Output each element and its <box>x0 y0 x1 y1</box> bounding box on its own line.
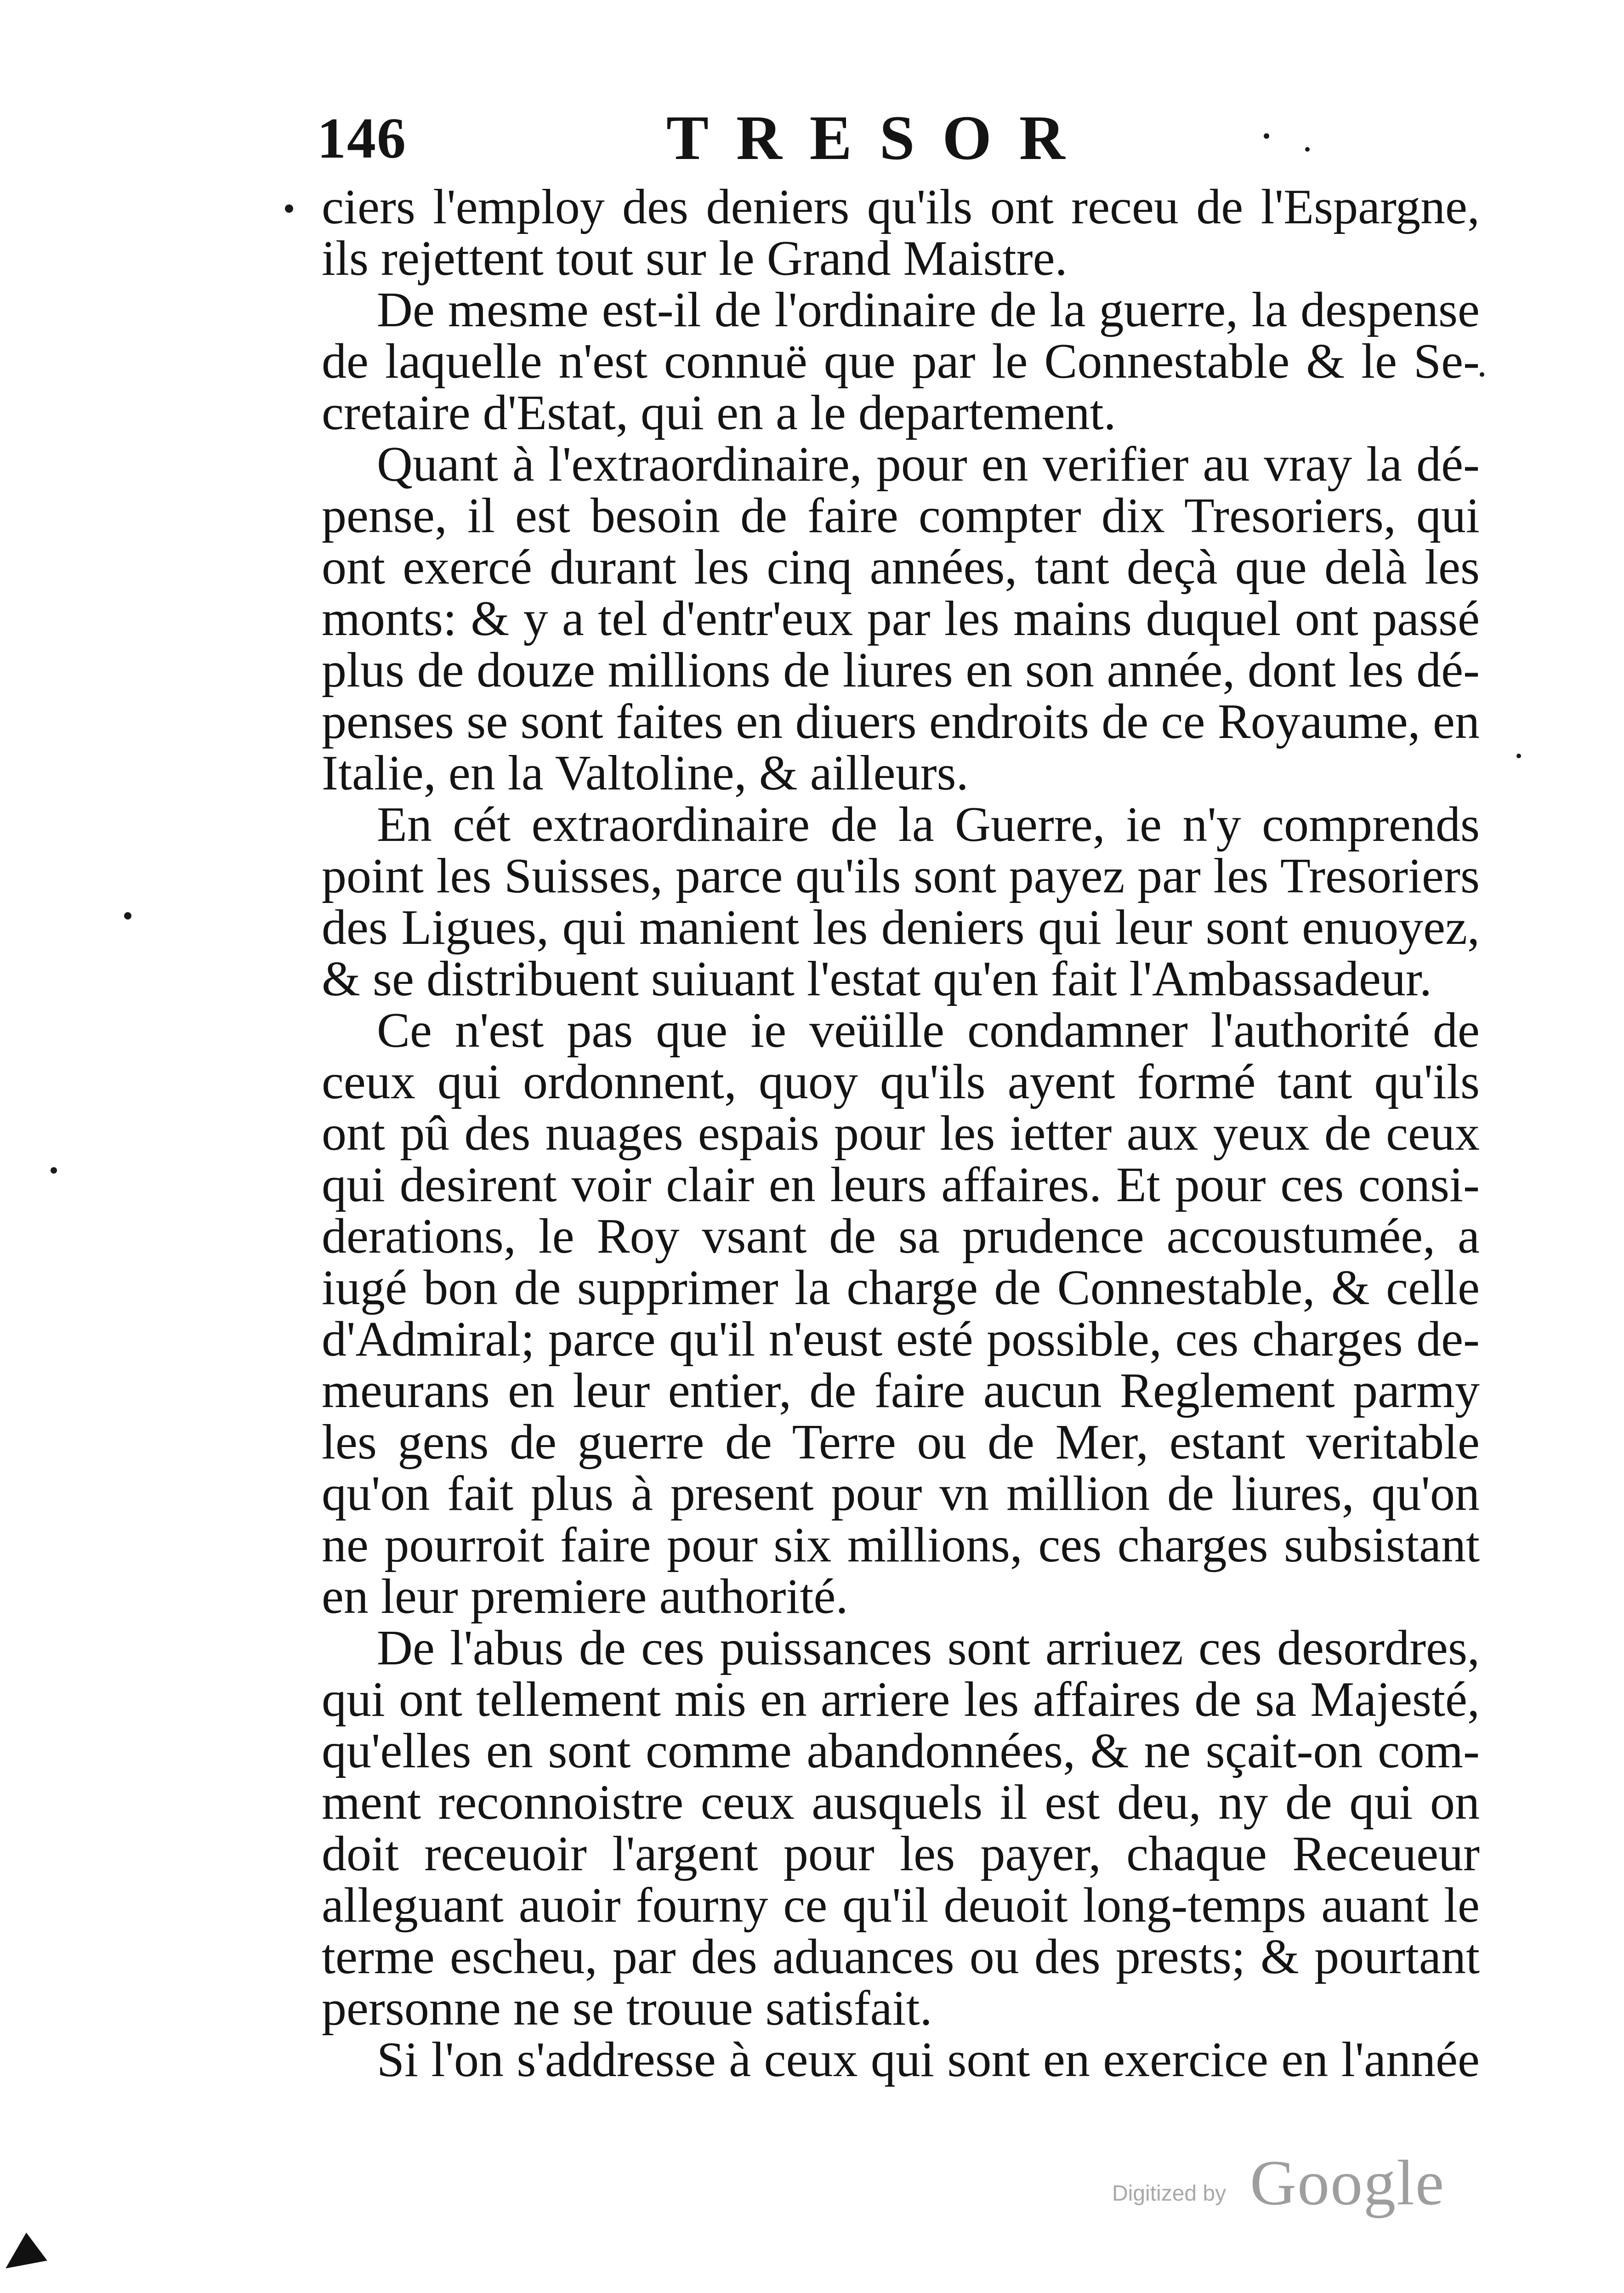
text-line: monts: & y a tel d'entr'eux par les mains duquel ont passé <box>322 591 1480 646</box>
body-text <box>322 182 1480 2086</box>
text-line: cretaire d'Estat, qui en a le departement. <box>322 386 1116 440</box>
text-line: qui ont tellement mis en arriere les affaires de sa Majesté, <box>322 1672 1480 1727</box>
text-line: ne pourroit faire pour six millions, ces charges subsistant <box>322 1518 1480 1572</box>
text-line: & se distribuent suiuant l'estat qu'en fait l'Ambassadeur. <box>322 952 1432 1006</box>
text-line: ceux qui ordonnent, quoy qu'ils ayent formé tant qu'ils <box>322 1055 1480 1109</box>
text-line: en leur premiere authorité. <box>322 1569 848 1624</box>
text-line: point les Suisses, parce qu'ils sont payez par les Tresoriers <box>322 849 1480 903</box>
text-line: les gens de guerre de Terre ou de Mer, estant veritable <box>322 1415 1480 1470</box>
digitized-label: Digitized by <box>1112 2181 1227 2206</box>
scan-speck <box>51 1167 57 1174</box>
text-line: qui desirent voir clair en leurs affaires. Et pour ces consi- <box>322 1158 1480 1212</box>
page-header <box>317 101 1466 193</box>
text-line: ont pû des nuages espais pour les ietter aux yeux de ceux <box>322 1106 1480 1161</box>
text-line: plus de douze millions de liures en son année, dont les dé- <box>322 643 1480 698</box>
text-line: Ce n'est pas que ie veüille condamner l'authorité de <box>377 1003 1480 1058</box>
text-line: iugé bon de supprimer la charge de Connestable, & celle <box>322 1260 1480 1315</box>
scan-speck <box>285 204 293 213</box>
scan-speck <box>124 912 131 919</box>
scan-speck <box>1264 133 1269 139</box>
text-line: qu'on fait plus à present pour vn million de liures, qu'on <box>322 1466 1480 1521</box>
text-line: Si l'on s'addresse à ceux qui sont en exercice en l'année <box>377 2032 1480 2087</box>
scan-speck <box>1516 754 1521 758</box>
running-title: TRESOR <box>666 102 1093 173</box>
text-line: pense, il est besoin de faire compter dix Tresoriers, qui <box>322 488 1480 543</box>
text-line: En cét extraordinaire de la Guerre, ie n'y comprends <box>377 797 1480 852</box>
digitized-watermark <box>1112 2141 1443 2219</box>
text-line: personne ne se trouue satisfait. <box>322 1981 932 2036</box>
scan-speck <box>1305 147 1310 152</box>
text-line: De mesme est-il de l'ordinaire de la guerre, la despense <box>377 283 1480 337</box>
page-number: 146 <box>317 107 407 170</box>
text-line: doit receuoir l'argent pour les payer, chaque Receueur <box>322 1827 1480 1881</box>
text-line: derations, le Roy vsant de sa prudence accoustumée, a <box>322 1209 1480 1264</box>
text-line: alleguant auoir fourny ce qu'il deuoit long-temps auant le <box>322 1878 1480 1933</box>
text-line: ont exercé durant les cinq années, tant deçà que delà les <box>322 540 1480 595</box>
text-line: meurans en leur entier, de faire aucun Reglement parmy <box>322 1363 1480 1418</box>
text-line: des Ligues, qui manient les deniers qui leur sont enuoyez, <box>322 900 1480 955</box>
text-line: De l'abus de ces puissances sont arriuez ces desordres, <box>377 1621 1480 1675</box>
corner-arrow-mark <box>6 2233 54 2285</box>
text-line: qu'elles en sont comme abandonnées, & ne sçait-on com- <box>322 1724 1480 1778</box>
text-line: Quant à l'extraordinaire, pour en verifier au vray la dé- <box>377 437 1480 492</box>
text-line: ciers l'employ des deniers qu'ils ont receu de l'Espargne, <box>322 180 1480 234</box>
text-line: ils rejettent tout sur le Grand Maistre. <box>322 231 1068 286</box>
text-line: terme escheu, par des aduances ou des prests; & pourtant <box>322 1930 1480 1984</box>
scan-speck <box>1480 372 1484 377</box>
text-line: ment reconnoistre ceux ausquels il est deu, ny de qui on <box>322 1775 1480 1830</box>
text-line: d'Admiral; parce qu'il n'eust esté possible, ces charges de- <box>322 1312 1480 1367</box>
text-line: de laquelle n'est connuë que par le Connestable & le Se- <box>322 334 1480 389</box>
text-line: penses se sont faites en diuers endroits de ce Royaume, en <box>322 694 1480 749</box>
text-line: Italie, en la Valtoline, & ailleurs. <box>322 746 969 800</box>
google-logo: Google <box>1250 2147 1445 2219</box>
